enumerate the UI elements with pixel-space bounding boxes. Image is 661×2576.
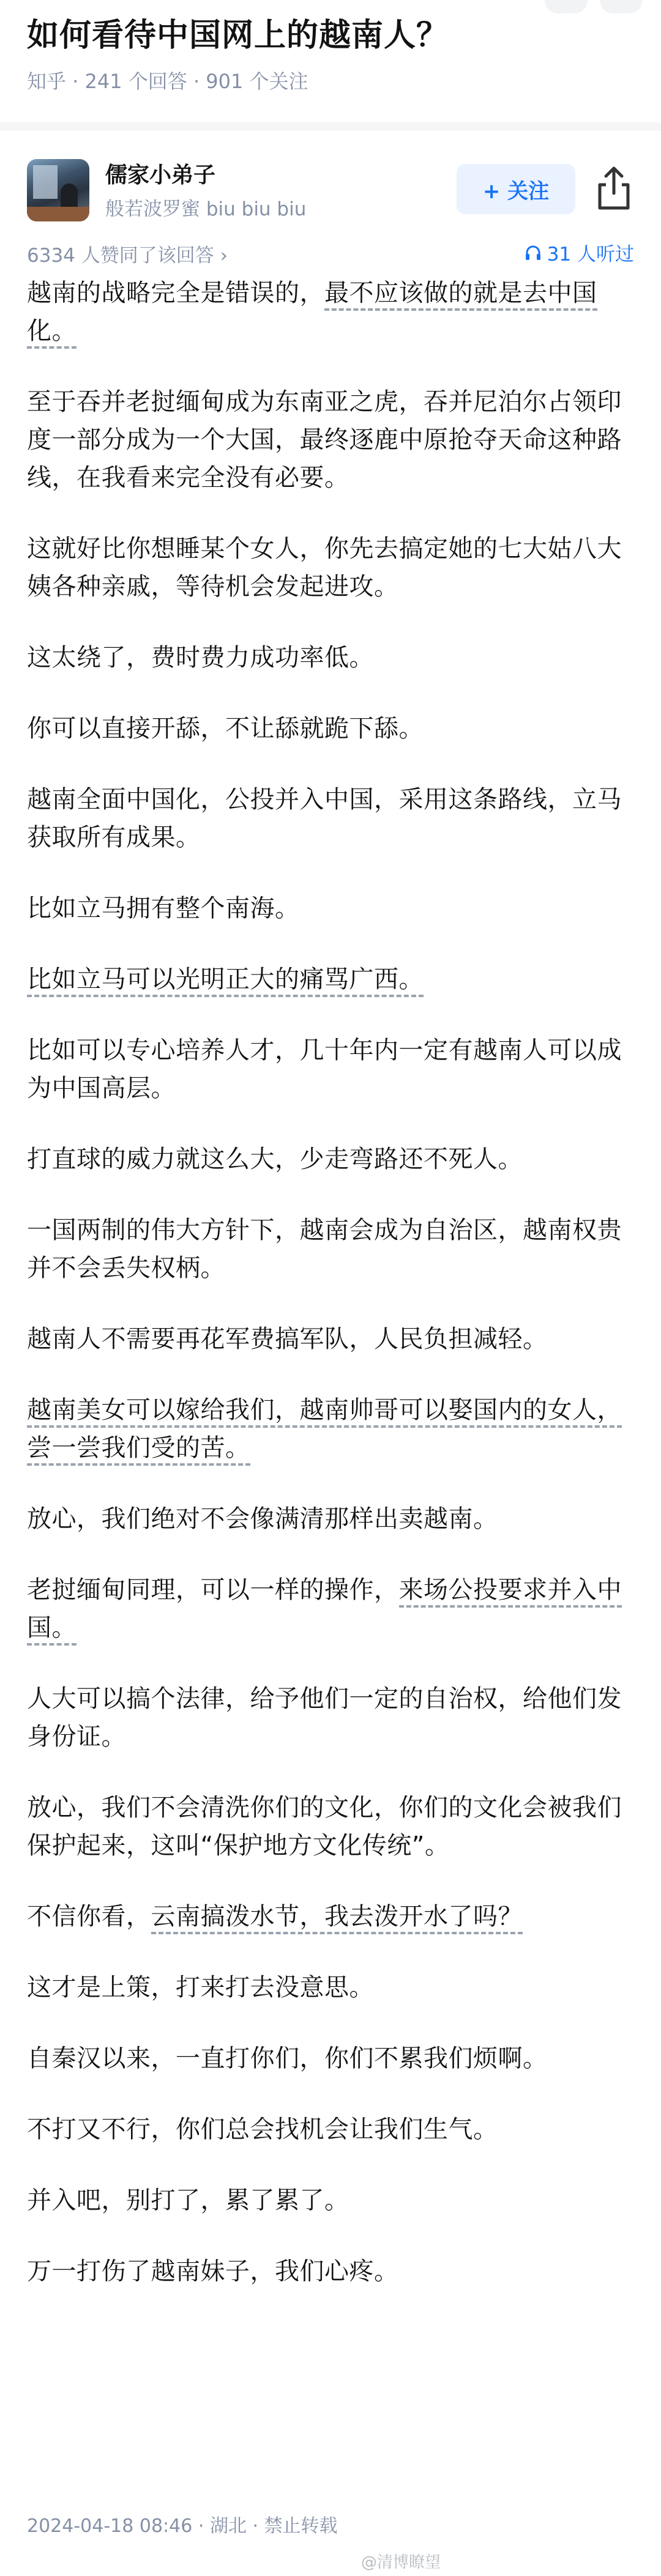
answer-paragraph (27, 1680, 633, 1756)
paragraph-text: 放心，我们绝对不会像满清那样出卖越南。 (27, 1505, 498, 1533)
highlighted-text[interactable]: 最不应该做的就是去中国化。 (27, 279, 597, 349)
highlighted-text[interactable]: 越南美女可以嫁给我们，越南帅哥可以娶国内的女人，尝一尝我们受的苦。 (27, 1396, 622, 1466)
author-name[interactable]: 儒家小弟子 (105, 163, 216, 188)
follow-button[interactable]: + 关注 (457, 164, 575, 214)
answer-paragraph (27, 1320, 633, 1358)
answer-content (27, 274, 633, 2323)
highlighted-text[interactable]: 云南搞泼水节，我去泼开水了吗？ (151, 1902, 523, 1934)
share-icon[interactable] (592, 164, 635, 213)
answer-paragraph (27, 1500, 633, 1538)
listen-count-label: 31 人听过 (547, 243, 634, 265)
answer-paragraph (27, 2181, 633, 2219)
question-meta: 知乎 · 241 个回答 · 901 个关注 (27, 70, 308, 93)
answer-paragraph (27, 2252, 633, 2290)
highlighted-text[interactable]: 比如立马可以光明正大的痛骂广西。 (27, 965, 424, 997)
answer-paragraph (27, 1211, 633, 1287)
answer-paragraph (27, 1898, 633, 1936)
top-bar-button-left-edge[interactable] (545, 0, 588, 13)
answer-paragraph (27, 1571, 633, 1647)
section-divider (0, 122, 661, 131)
answer-paragraph (27, 274, 633, 350)
paragraph-text: 这才是上策，打来打去没意思。 (27, 1973, 374, 2002)
answer-paragraph (27, 1969, 633, 2006)
paragraph-text: 放心，我们不会清洗你们的文化，你们的文化会被我们保护起来，这叫“保护地方文化传统”。 (27, 1794, 622, 1860)
answer-paragraph (27, 960, 633, 998)
paragraph-text: 万一打伤了越南妹子，我们心疼。 (27, 2257, 399, 2285)
paragraph-text: 这太绕了，费时费力成功率低。 (27, 644, 374, 672)
answer-paragraph (27, 383, 633, 497)
paragraph-text: 人大可以搞个法律，给予他们一定的自治权，给他们发身份证。 (27, 1685, 622, 1751)
paragraph-text: 一国两制的伟大方针下，越南会成为自治区，越南权贵并不会丢失权柄。 (27, 1216, 622, 1282)
top-bar-button-right-edge[interactable] (600, 0, 643, 13)
paragraph-text: 不信你看， (27, 1902, 151, 1931)
paragraph-text: 你可以直接开舔，不让舔就跪下舔。 (27, 715, 424, 743)
answer-paragraph (27, 530, 633, 606)
author-bio: 般若波罗蜜 biu biu biu (105, 198, 307, 220)
paragraph-text: 老挝缅甸同理，可以一样的操作， (27, 1576, 399, 1604)
answer-paragraph (27, 781, 633, 856)
answer-paragraph (27, 1789, 633, 1865)
paragraph-text: 比如立马拥有整个南海。 (27, 894, 300, 922)
listen-count[interactable] (524, 239, 634, 266)
answer-paragraph (27, 889, 633, 927)
headphone-icon (524, 243, 542, 262)
vote-summary[interactable]: 6334 人赞同了该回答 › (27, 245, 228, 267)
answer-paragraph (27, 2110, 633, 2148)
answer-footer-meta: 2024-04-18 08:46 · 湖北 · 禁止转载 (27, 2515, 338, 2537)
paragraph-text: 这就好比你想睡某个女人，你先去搞定她的七大姑八大姨各种亲戚，等待机会发起进攻。 (27, 535, 622, 601)
paragraph-text: 越南全面中国化，公投并入中国，采用这条路线，立马获取所有成果。 (27, 785, 622, 852)
answer-paragraph (27, 1140, 633, 1178)
answer-paragraph (27, 1031, 633, 1107)
avatar-window-shape (33, 165, 58, 199)
answer-paragraph (27, 1391, 633, 1467)
paragraph-text: 不打又不行，你们总会找机会让我们生气。 (27, 2115, 498, 2144)
watermark: @清博瞭望 (361, 2553, 441, 2572)
paragraph-text: 至于吞并老挝缅甸成为东南亚之虎，吞并尼泊尔占领印度一部分成为一个大国，最终逐鹿中原抢夺天命这种路线，在我看来完全没有必要。 (27, 388, 622, 492)
paragraph-text: 比如可以专心培养人才，几十年内一定有越南人可以成为中国高层。 (27, 1036, 622, 1102)
question-title[interactable]: 如何看待中国网上的越南人？ (27, 17, 449, 54)
answer-paragraph (27, 2040, 633, 2077)
avatar[interactable] (27, 159, 89, 221)
paragraph-text: 自秦汉以来，一直打你们，你们不累我们烦啊。 (27, 2044, 548, 2073)
paragraph-text: 越南人不需要再花军费搞军队，人民负担减轻。 (27, 1325, 548, 1353)
paragraph-text: 并入吧，别打了，累了累了。 (27, 2186, 349, 2214)
avatar-desk-shape (27, 207, 89, 221)
paragraph-text: 打直球的威力就这么大，少走弯路还不死人。 (27, 1145, 523, 1173)
paragraph-text: 越南的战略完全是错误的， (27, 279, 324, 307)
answer-paragraph (27, 639, 633, 677)
answer-paragraph (27, 710, 633, 748)
highlighted-text[interactable]: 来场公投要求并入中国。 (27, 1576, 622, 1646)
